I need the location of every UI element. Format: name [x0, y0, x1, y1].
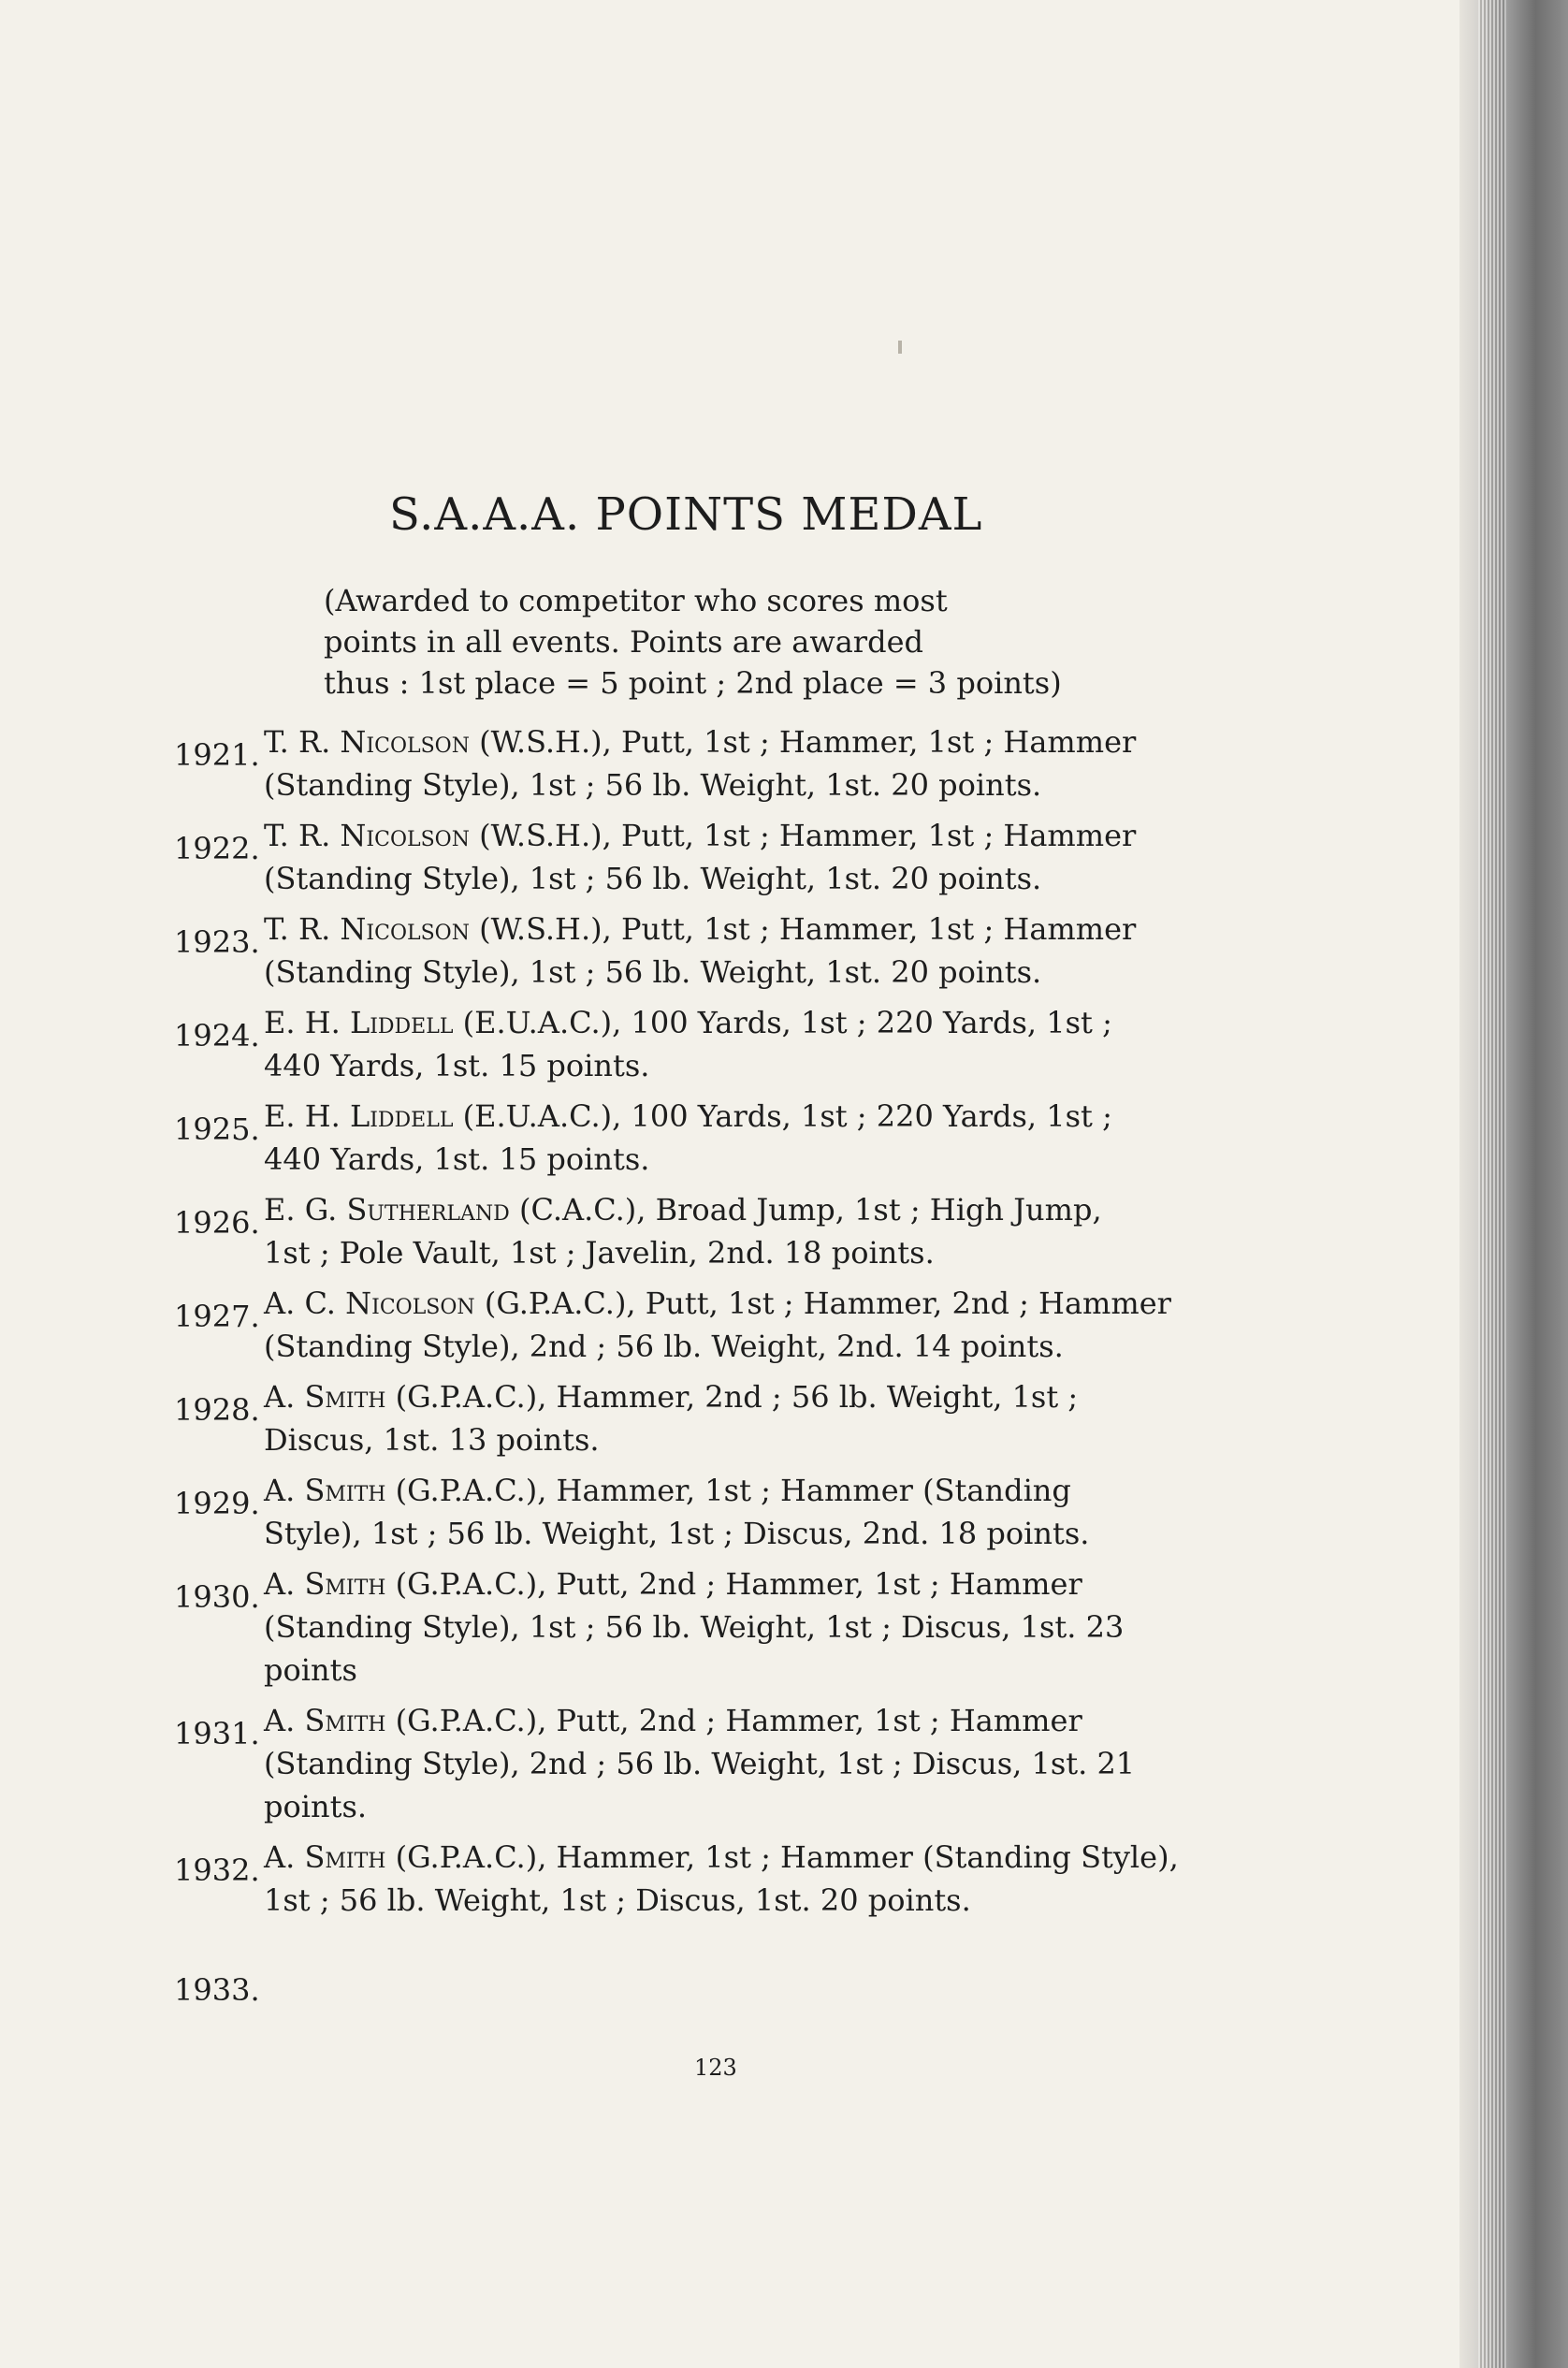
entry-line-rest: (E.U.A.C.), 100 Yards, 1st ; 220 Yards, 1st ; [462, 1005, 1112, 1040]
athlete-name: E. H. Liddell [264, 1098, 454, 1134]
entry-text [264, 1836, 1250, 1922]
entry-line [264, 1562, 1250, 1605]
entry-line-rest: (E.U.A.C.), 100 Yards, 1st ; 220 Yards, 1st ; [462, 1098, 1112, 1134]
entry-text [264, 1095, 1250, 1181]
entry-line-rest: (W.S.H.), Putt, 1st ; Hammer, 1st ; Hammer [479, 724, 1137, 760]
entry-line [264, 1188, 1250, 1231]
entry-text [264, 1699, 1250, 1828]
ink-speck [898, 341, 902, 354]
entry-line: 440 Yards, 1st. 15 points. [264, 1141, 650, 1177]
list-item [174, 720, 1250, 806]
entry-line-rest: (G.P.A.C.), Hammer, 1st ; Hammer (Standing [395, 1473, 1071, 1508]
entry-line: (Standing Style), 1st ; 56 lb. Weight, 1st ; Discus, 1st. 23 [264, 1609, 1125, 1645]
entry-year: 1928. [174, 1392, 260, 1428]
award-note [324, 580, 1072, 704]
entry-text [264, 1001, 1250, 1087]
entry-line: Discus, 1st. 13 points. [264, 1422, 600, 1458]
page-stack-lines [1478, 0, 1506, 2368]
entry-line-rest: (C.A.C.), Broad Jump, 1st ; High Jump, [518, 1192, 1102, 1228]
entry-text [264, 908, 1250, 994]
athlete-name: A. Smith [264, 1379, 386, 1415]
athlete-name: A. Smith [264, 1473, 386, 1508]
athlete-name: T. R. Nicolson [264, 911, 470, 947]
entry-text [264, 814, 1250, 900]
list-item [174, 1469, 1250, 1555]
entry-year: 1922. [174, 831, 260, 866]
entry-year: 1926. [174, 1205, 260, 1241]
athlete-name: E. G. Sutherland [264, 1192, 510, 1228]
entry-line [264, 1001, 1250, 1044]
athlete-name: A. Smith [264, 1566, 386, 1602]
entry-year: 1925. [174, 1111, 260, 1147]
entry-line-rest: (G.P.A.C.), Hammer, 1st ; Hammer (Standing Style), [395, 1839, 1179, 1875]
entry-year: 1931. [174, 1716, 260, 1751]
entry-line: (Standing Style), 1st ; 56 lb. Weight, 1st. 20 points. [264, 861, 1042, 896]
entry-line: Style), 1st ; 56 lb. Weight, 1st ; Discus, 2nd. 18 points. [264, 1516, 1090, 1551]
list-item [174, 1375, 1250, 1461]
entry-year: 1930. [174, 1579, 260, 1615]
list-item [174, 1562, 1250, 1692]
entry-line: (Standing Style), 2nd ; 56 lb. Weight, 2nd. 14 points. [264, 1329, 1064, 1364]
entry-line [264, 1282, 1250, 1325]
entry-line [264, 1836, 1250, 1879]
page-title: S.A.A.A. POINTS MEDAL [389, 488, 983, 541]
entry-year: 1923. [174, 924, 260, 960]
entry-text [264, 1375, 1250, 1461]
entry-text [264, 1188, 1250, 1274]
entry-text [264, 1562, 1250, 1692]
entry-year: 1924. [174, 1018, 260, 1053]
entry-text [264, 1469, 1250, 1555]
athlete-name: T. R. Nicolson [264, 818, 470, 853]
note-line: points in all events. Points are awarded [324, 624, 923, 660]
athlete-name: A. Smith [264, 1839, 386, 1875]
entry-line [264, 1095, 1250, 1138]
entry-text [264, 720, 1250, 806]
list-item [174, 1095, 1250, 1181]
medal-winners-list [174, 720, 1250, 2006]
entry-line-rest: (W.S.H.), Putt, 1st ; Hammer, 1st ; Hammer [479, 911, 1137, 947]
entry-year: 1932. [174, 1852, 260, 1888]
entry-line: (Standing Style), 1st ; 56 lb. Weight, 1st. 20 points. [264, 767, 1042, 803]
athlete-name: T. R. Nicolson [264, 724, 470, 760]
entry-line [264, 908, 1250, 951]
entry-line [264, 814, 1250, 857]
entry-line-rest: (G.P.A.C.), Putt, 1st ; Hammer, 2nd ; Hammer [484, 1286, 1171, 1321]
entry-line-rest: (G.P.A.C.), Putt, 2nd ; Hammer, 1st ; Hammer [395, 1566, 1082, 1602]
entry-line: (Standing Style), 1st ; 56 lb. Weight, 1st. 20 points. [264, 954, 1042, 990]
entry-line-rest: (G.P.A.C.), Hammer, 2nd ; 56 lb. Weight, 1st ; [395, 1379, 1079, 1415]
entry-line: (Standing Style), 2nd ; 56 lb. Weight, 1st ; Discus, 1st. 21 [264, 1746, 1136, 1781]
entry-line [264, 1699, 1250, 1742]
entry-line: points [264, 1652, 357, 1688]
book-page-edge [1459, 0, 1568, 2368]
list-item [174, 1188, 1250, 1274]
list-item [174, 1282, 1250, 1368]
entry-line [264, 1469, 1250, 1512]
entry-line: 440 Yards, 1st. 15 points. [264, 1048, 650, 1083]
list-item [174, 1001, 1250, 1087]
athlete-name: A. Smith [264, 1703, 386, 1738]
list-item [174, 1955, 1250, 2008]
entry-text [264, 1282, 1250, 1368]
entry-line: points. [264, 1789, 368, 1824]
list-item [174, 908, 1250, 994]
entry-text [264, 1955, 1250, 1998]
entry-line-rest: (G.P.A.C.), Putt, 2nd ; Hammer, 1st ; Hammer [395, 1703, 1082, 1738]
entry-line-rest: (W.S.H.), Putt, 1st ; Hammer, 1st ; Hammer [479, 818, 1137, 853]
page-number: 123 [694, 2055, 737, 2081]
entry-line: 1st ; 56 lb. Weight, 1st ; Discus, 1st. 20 points. [264, 1882, 971, 1918]
entry-year: 1927. [174, 1299, 260, 1334]
entry-line [264, 1375, 1250, 1418]
entry-year: 1921. [174, 737, 260, 773]
entry-line: 1st ; Pole Vault, 1st ; Javelin, 2nd. 18 points. [264, 1235, 935, 1271]
athlete-name: E. H. Liddell [264, 1005, 454, 1040]
entry-line [264, 1955, 1250, 1998]
list-item [174, 1699, 1250, 1828]
entry-year: 1933. [174, 1972, 260, 2008]
note-line: (Awarded to competitor who scores most [324, 583, 948, 618]
list-item [174, 1836, 1250, 1922]
entry-line [264, 720, 1250, 763]
entry-year: 1929. [174, 1486, 260, 1521]
list-item [174, 814, 1250, 900]
note-line: thus : 1st place = 5 point ; 2nd place = 3 points) [324, 665, 1062, 701]
athlete-name: A. C. Nicolson [264, 1286, 475, 1321]
